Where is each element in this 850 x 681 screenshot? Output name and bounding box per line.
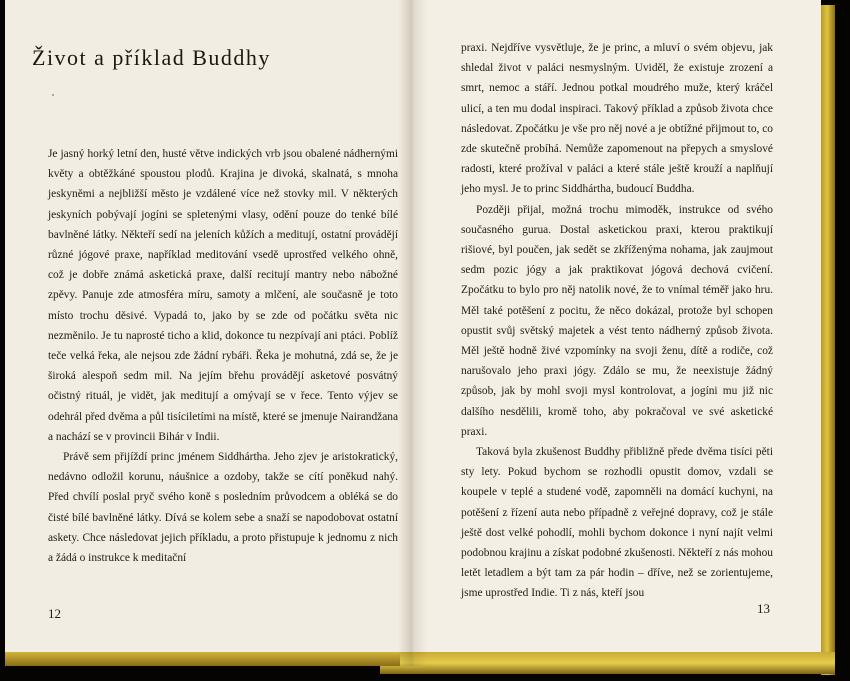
paragraph: Později přijal, možná trochu mimoděk, instrukce od svého současného gurua. Dostal asketickou praxi, kterou praktikují rišiové, byl poučen, jak sedět se zkříženýma nohama, jak zaujmout sedm pozic jógy a jak praktikovat jógová dechová cvičení. Zpočátku to bylo pro něj natolik nové, že to vnímal téměř jako hru. Měl také potěšení z pocitu, že něco dokázal, protože byl schopen opustit svůj světský majetek a vést tento nádherný způsob života. Měl ještě hodně živé vzpomínky na svoji ženu, dítě a rodiče, což narušovalo jeho praxi jógy. Zdálo se mu, že neexistuje žádný způsob, jak by mohl svoji mysl kontrolovat, a jogíni mu již nic dalšího nesdělili, kromě toho, aby pokračoval ve své asketické praxi.	[461, 203, 773, 438]
chapter-title: Život a příklad Buddhy	[32, 45, 271, 70]
paragraph: Je jasný horký letní den, husté větve indických vrb jsou obalené nádhernými květy a obtěžkáné spoustou plodů. Krajina je divoká, skalnatá, s mnoha jeskyněmi a nejbližší město je vzdálené více než stovky mil. V některých jeskyních pobývají jogíni se spletenými vlasy, odění pouze do tenké bílé bavlněné látky. Někteří sedí na jeleních kůžích a meditují, ostatní provádějí různé jógové praxe, například meditování vsedě uprostřed velkého ohně, což je dobře známá asketická praxe, další recitují mantry nebo nábožné zpěvy. Panuje zde atmosféra míru, samoty a mlčení, ale současně je toto místo trochu děsivé. Vypadá to, jako by se zde od počátku světa nic nezměnilo. Je tu naprosté ticho a klid, dokonce tu nezpívají ani ptáci. Poblíž teče velká řeka, ale nejsou zde žádní rybáři. Řeka je mohutná, zdá se, že je široká alespoň sedm mil. Na jejím břehu provádějí asketové posvátný očistný rituál, je vidět, jak meditují a omývají se v řece. Tento výjev se odehrál před dvěma a půl tisíciletími na místě, které se jmenuje Nairandžana a nachází se v provincii Bihár v Indii.	[48, 148, 398, 443]
page-number-right: 13	[757, 601, 770, 616]
paragraph: praxi. Nejdříve vysvětluje, že je princ, a mluví o svém objevu, jak shledal život v paláci nesmyslným. Uviděl, že existuje zrození a smrt, nemoc a stáří. Jednou potkal moudrého muže, který kráčel ulicí, a ten mu dodal inspiraci. Takový příklad a způsob života chce následovat. Zpočátku je vše pro něj nové a je obtížné přijmout to, co zde skutečně probíhá. Nemůže zapomenout na přepych a smyslové radosti, které prožíval v paláci a které stále ještě krouží a naplňují jeho mysl. Je to princ Siddhártha, budoucí Buddha.	[461, 42, 773, 196]
book-edge-right	[821, 5, 835, 675]
paragraph: Právě sem přijíždí princ jménem Siddhártha. Jeho zjev je aristokratický, nedávno odložil korunu, náušnice a ozdoby, takže se cítí poněkud nahý. Před chvílí poslal pryč svého koně s posledním průvodcem a obléká se do čisté bílé bavlněné látky. Dívá se kolem sebe a snaží se napodobovat ostatní askety. Chce následovat jejich příkladu, a proto přistupuje k jednomu z nich a žádá o instrukce k meditační	[48, 451, 398, 565]
left-page-text	[48, 144, 398, 568]
book-edge-bottom	[380, 652, 835, 674]
paper-speck	[52, 94, 54, 96]
page-number-left: 12	[48, 606, 61, 621]
paragraph: Taková byla zkušenost Buddhy přibližně přede dvěma tisíci pěti sty lety. Pokud bychom se rozhodli opustit domov, vzdali se koupele v teplé a studené vodě, zapomněli na domácí kuchyni, na potěšení z řízení auta nebo případně z veřejné dopravy, což je stále ještě dost velké pohodlí, mohli bychom dokonce i nyní najít velmi podobnou krajinu a získat podobné zkušenosti. Někteří z nás mohou letět letadlem a být tam za pár hodin – dříve, než se zorientujeme, jsme uprostřed Indie. Ti z nás, kteří jsou	[461, 446, 773, 600]
book-gutter	[398, 0, 428, 666]
right-page-text	[461, 38, 773, 604]
book-edge-bottom-left	[5, 652, 400, 666]
